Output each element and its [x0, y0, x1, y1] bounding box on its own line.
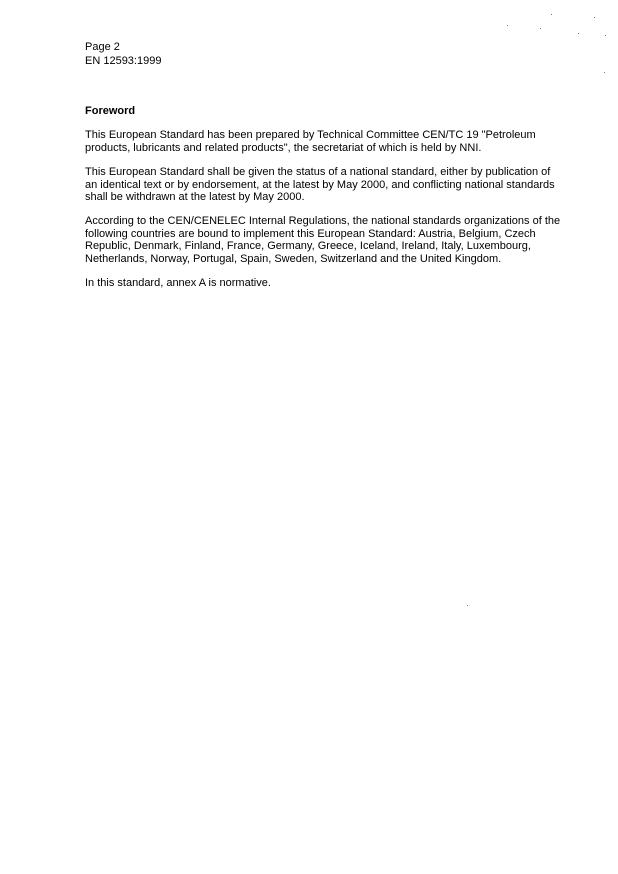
scan-speck: [507, 25, 508, 26]
foreword-paragraph-2: This European Standard shall be given the status of a national standard, either by publication of an identical text or by endorsement, at the latest by May 2000, and conflicting national standards shall be withdrawn at the latest by May 2000.: [85, 166, 555, 204]
foreword-heading: Foreword: [85, 105, 136, 117]
scan-speck: [467, 605, 468, 606]
scan-speck: [605, 35, 606, 36]
scan-speck: [578, 33, 579, 34]
foreword-paragraph-1: This European Standard has been prepared by Technical Committee CEN/TC 19 "Petroleum products, lubricants and related products", the secretariat of which is held by NNI.: [85, 129, 536, 154]
scan-speck: [604, 72, 605, 73]
foreword-paragraph-3: According to the CEN/CENELEC Internal Regulations, the national standards organizations of the following countries are bound to implement this European Standard: Austria, Belgium, Czech Republic, Denmark, Finland, France, Germany, Greece, Iceland, Ireland, Italy, Luxembourg, Netherlands, Norway, Portugal, Spain, Sweden, Switzerland and the United Kingdom.: [85, 215, 561, 265]
scan-speck: [551, 14, 552, 15]
document-identifier: EN 12593:1999: [85, 55, 162, 67]
page-header: [85, 40, 161, 68]
foreword-section: [85, 105, 595, 301]
page-number: Page 2: [85, 41, 120, 53]
scan-speck: [594, 17, 595, 18]
foreword-paragraph-4: In this standard, annex A is normative.: [85, 277, 271, 290]
scan-speck: [540, 28, 541, 29]
